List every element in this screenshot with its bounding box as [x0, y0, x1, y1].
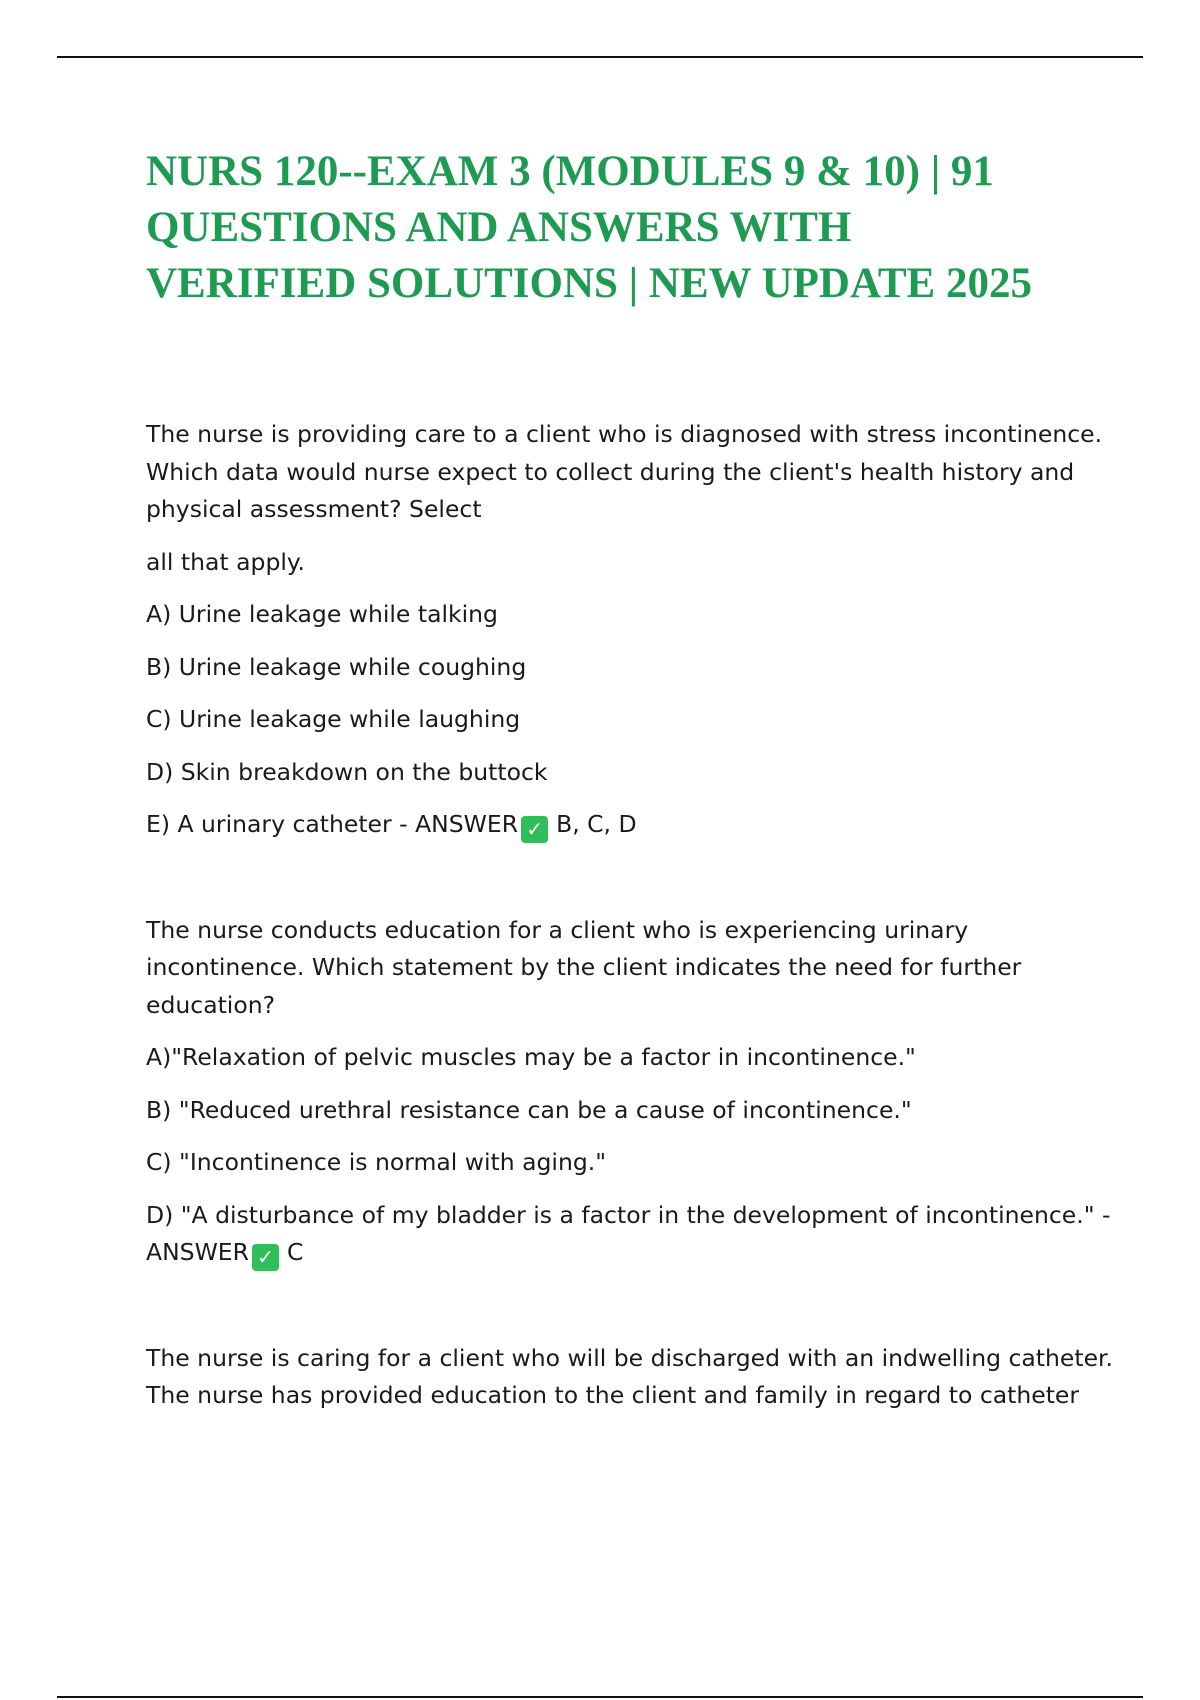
question-2: [146, 912, 1111, 1272]
questions-content: [146, 416, 1114, 1415]
question-stem: [146, 912, 1086, 1025]
option-a: A)"Relaxation of pelvic muscles may be a factor in incontinence.": [146, 1043, 916, 1071]
option-c: C) "Incontinence is normal with aging.": [146, 1148, 607, 1176]
stem-continuation: all that apply.: [146, 547, 305, 576]
answer-value: C: [287, 1238, 304, 1266]
stem-line: Which data would nurse expect to collect during the client's health history and: [146, 457, 1075, 486]
top-rule: [57, 56, 1143, 58]
option-b: B) "Reduced urethral resistance can be a cause of incontinence.": [146, 1095, 912, 1124]
question-stem: [146, 1340, 1114, 1415]
option-e: E) A urinary catheter - ANSWER: [146, 810, 519, 838]
stem-line: The nurse conducts education for a client who is experiencing urinary: [146, 915, 969, 944]
stem-line: The nurse is caring for a client who will be discharged with an indwelling catheter.: [146, 1343, 1114, 1372]
stem-line: physical assessment? Select: [146, 495, 482, 523]
stem-line: The nurse has provided education to the client and family in regard to catheter: [146, 1381, 1080, 1409]
option-a: A) Urine leakage while talking: [146, 600, 498, 628]
document-title: [146, 144, 1106, 312]
answer-label: ANSWER: [146, 1238, 249, 1266]
option-d: D) Skin breakdown on the buttock: [146, 757, 548, 786]
title-line: NURS 120--EXAM 3 (MODULES 9 & 10) | 91: [146, 148, 994, 195]
option-e-with-answer: [146, 806, 1086, 844]
stem-line: incontinence. Which statement by the client indicates the need for further: [146, 953, 1022, 981]
title-line: VERIFIED SOLUTIONS | NEW UPDATE 2025: [146, 260, 1032, 307]
answer-line: [146, 1234, 1086, 1272]
option-c: C) Urine leakage while laughing: [146, 705, 521, 733]
question-3: [146, 1340, 1114, 1415]
check-mark-icon: ✓: [252, 1244, 279, 1271]
stem-line: education?: [146, 990, 276, 1019]
question-stem: [146, 416, 1103, 529]
stem-line: The nurse is providing care to a client who is diagnosed with stress incontinence.: [146, 420, 1103, 448]
answer-value: B, C, D: [556, 810, 637, 838]
bottom-rule: [57, 1696, 1143, 1698]
title-line: QUESTIONS AND ANSWERS WITH: [146, 204, 852, 251]
option-d: D) "A disturbance of my bladder is a factor in the development of incontinence." -: [146, 1200, 1111, 1229]
check-mark-icon: ✓: [521, 816, 548, 843]
option-b: B) Urine leakage while coughing: [146, 652, 527, 681]
question-1: [146, 416, 1103, 844]
